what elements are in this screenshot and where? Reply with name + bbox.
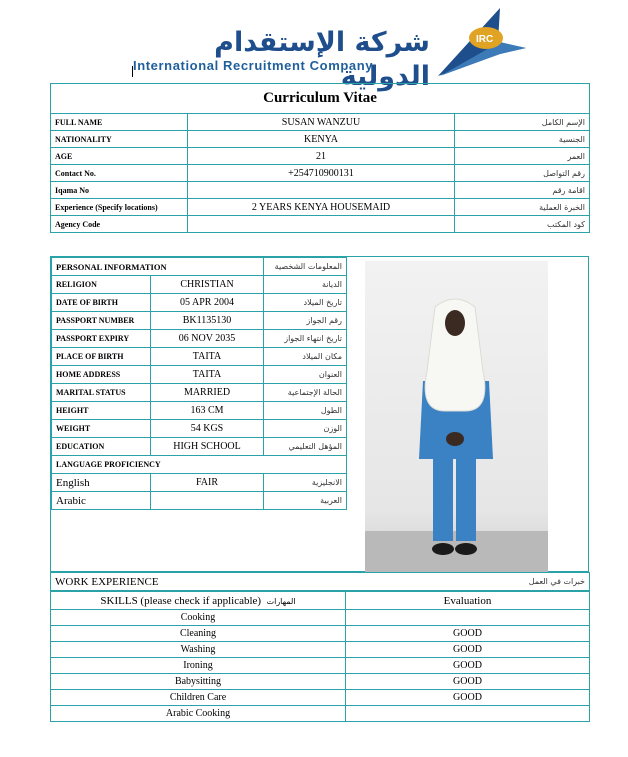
table-row: WEIGHT 54 KGS الوزن [52, 420, 347, 438]
table-row: Iqama No اقامة رقم [51, 182, 590, 199]
evaluation-heading: Evaluation [346, 592, 590, 610]
table-row: Cleaning GOOD [51, 626, 590, 642]
work-experience-label-ar: خبرات في العمل [392, 573, 590, 591]
table-row: DATE OF BIRTH 05 APR 2004 تاريخ الميلاد [52, 294, 347, 312]
company-name-english: International Recruitment Company [133, 58, 374, 73]
language-heading: LANGUAGE PROFICIENCY [52, 456, 347, 474]
table-row: RELIGION CHRISTIAN الديانة [52, 276, 347, 294]
basic-info-table [50, 83, 590, 233]
table-row: Agency Code كود المكتب [51, 216, 590, 233]
table-row: AGE 21 العمر [51, 148, 590, 165]
company-name-arabic: شركة الإستقدام الدولية [214, 27, 430, 92]
table-row: Arabic Cooking [51, 706, 590, 722]
table-row: Children Care GOOD [51, 690, 590, 706]
table-row: Ironing GOOD [51, 658, 590, 674]
company-logo-icon [430, 2, 530, 80]
table-row: Cooking [51, 610, 590, 626]
table-row: HOME ADDRESS TAITA العنوان [52, 366, 347, 384]
candidate-figure-icon [365, 261, 548, 572]
table-row: HEIGHT 163 CM الطول [52, 402, 347, 420]
table-row: PASSPORT EXPIRY 06 NOV 2035 تاريخ انتهاء الجواز [52, 330, 347, 348]
skills-table [50, 572, 590, 591]
table-row: PASSPORT NUMBER BK1135130 رقم الجواز [52, 312, 347, 330]
table-row: Babysitting GOOD [51, 674, 590, 690]
table-row: MARITAL STATUS MARRIED الحالة الإجتماعية [52, 384, 347, 402]
personal-info-heading: PERSONAL INFORMATION [52, 258, 264, 276]
table-row: FULL NAME SUSAN WANZUU الإسم الكامل [51, 114, 590, 131]
candidate-photo [365, 261, 548, 572]
table-row: English FAIR الانجليزية [52, 474, 347, 492]
table-row: Contact No. +254710900131 رقم التواصل [51, 165, 590, 182]
work-experience-label: WORK EXPERIENCE [51, 573, 393, 591]
personal-info-table [51, 257, 347, 510]
table-row: Washing GOOD [51, 642, 590, 658]
table-row: PLACE OF BIRTH TAITA مكان الميلاد [52, 348, 347, 366]
cv-title: Curriculum Vitae [51, 84, 590, 114]
table-row: Experience (Specify locations) 2 YEARS KENYA HOUSEMAID الخبرة العملية [51, 199, 590, 216]
skills-heading: SKILLS (please check if applicable) المهارات [51, 592, 346, 610]
personal-info-heading-ar: المعلومات الشخصية [264, 258, 347, 276]
logo-badge-text: IRC [476, 34, 494, 45]
text-cursor [132, 66, 133, 77]
table-row: Arabic العربية [52, 492, 347, 510]
table-row: EDUCATION HIGH SCHOOL المؤهل التعليمي [52, 438, 347, 456]
skills-evaluation-table [50, 591, 590, 722]
table-row: NATIONALITY KENYA الجنسية [51, 131, 590, 148]
